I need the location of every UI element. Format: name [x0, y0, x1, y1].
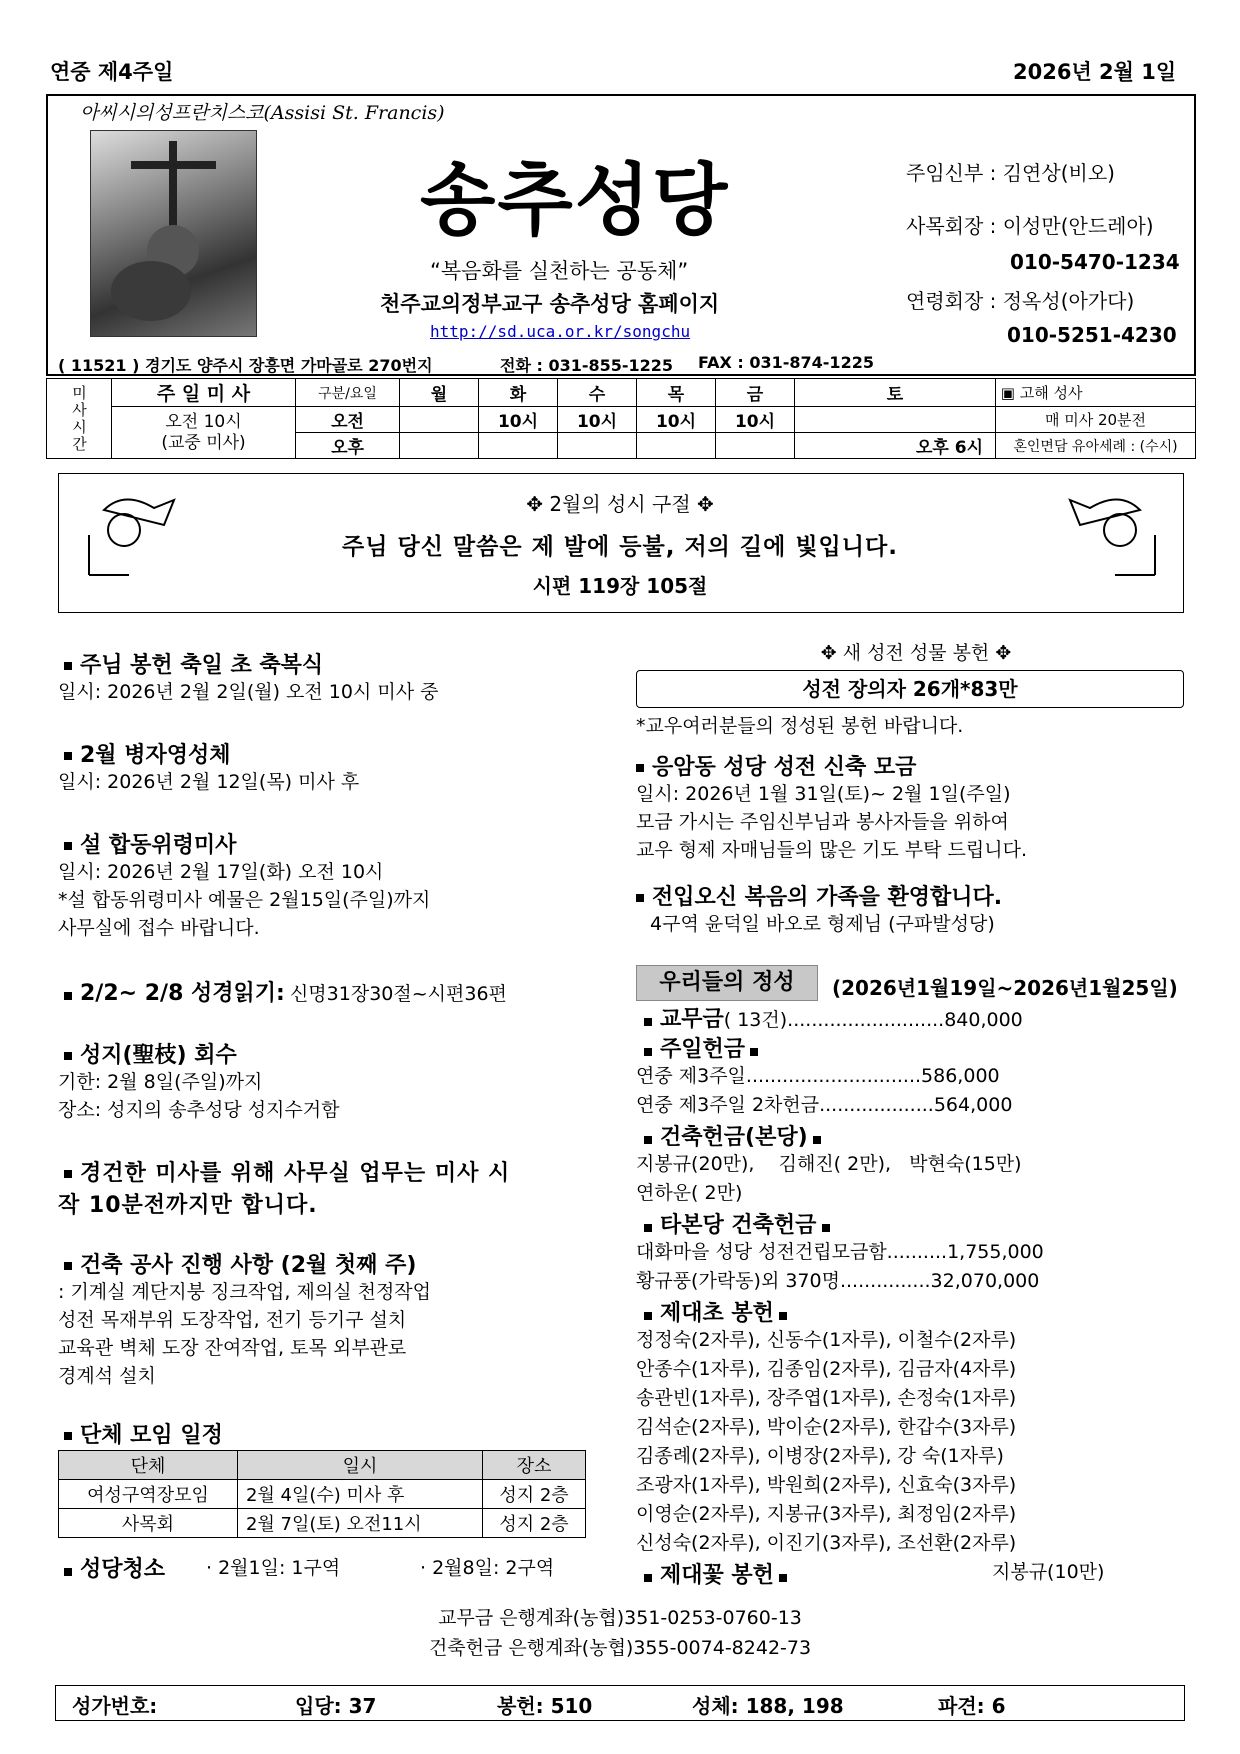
pastoral-president: 사목회장 : 이성만(안드레아): [906, 214, 1154, 238]
pew-offering-box: 성전 장의자 26개*83만: [636, 670, 1184, 708]
pew-offering-note: *교우여러분들의 정성된 봉헌 바랍니다.: [636, 715, 964, 737]
eungam-date: 일시: 2026년 1월 31일(토)~ 2월 1일(주일): [636, 783, 1011, 805]
saint-francis-image: [90, 130, 257, 337]
section-eungam-fundraising: [636, 750, 916, 781]
bullet-icon: [813, 1136, 821, 1144]
slogan: “복음화를 실천하는 공동체”: [430, 259, 689, 283]
phone: 전화 : 031-855-1225: [500, 356, 674, 375]
verse-heading-text: 2월의 성시 구절: [549, 492, 691, 516]
pm-fri: [716, 433, 795, 459]
bullet-icon: [64, 1170, 72, 1178]
hymn-label: 성가번호:: [72, 1694, 158, 1718]
mass-schedule-table: [46, 378, 1196, 459]
office-hours-line1: 경건한 미사를 위해 사무실 업무는 미사 시: [80, 1161, 511, 1186]
bullet-icon: [636, 894, 644, 902]
group-date: 2월 7일(토) 오전11시: [238, 1509, 483, 1538]
group-name: 사목회: [59, 1509, 238, 1538]
section-title: 단체 모임 일정: [80, 1423, 223, 1448]
section-title: 2/2~ 2/8 성경읽기:: [80, 981, 285, 1006]
bullet-icon: [64, 1262, 72, 1270]
bulletin-date: 2026년 2월 1일: [1013, 60, 1177, 84]
section-memorial-mass: [64, 828, 236, 859]
sunday-mass-head: 주 일 미 사: [112, 379, 296, 407]
confession-cell: ▣ 고해 성사: [996, 379, 1196, 407]
welcome-family: 4구역 윤덕일 바오로 형제님 (구파발성당): [650, 913, 995, 935]
senior-phone: 010-5251-4230: [1007, 323, 1177, 347]
kyomu-line: [644, 1002, 1023, 1035]
candle-list-item: 이영순(2자루), 지봉규(3자루), 최정임(2자루): [636, 1503, 1017, 1525]
day-wed: 수: [558, 379, 637, 407]
section-title: 건축 공사 진행 사항 (2월 첫째 주): [80, 1253, 417, 1278]
building-fund-1: 지봉규(20만), 김해진( 2만), 박현숙(15만): [636, 1153, 1022, 1175]
crucifix-icon: [91, 131, 256, 336]
day-tue: 화: [479, 379, 558, 407]
palm-return-deadline: 기한: 2월 8일(주일)까지: [58, 1071, 263, 1093]
bullet-icon: [779, 1574, 787, 1582]
section-bible-reading: [64, 976, 507, 1008]
pm-sat: 오후 6시: [795, 433, 996, 459]
bullet-icon: [644, 1224, 652, 1232]
eungam-line3: 교우 형제 자매님들의 많은 기도 부탁 드립니다.: [636, 839, 1028, 861]
section-sick-communion: [64, 738, 230, 769]
pm-wed: [558, 433, 637, 459]
mass-time-label: 미사시간: [47, 379, 112, 459]
kind-head: 구분/요일: [296, 379, 400, 407]
memorial-mass-note: *설 합동위령미사 예물은 2월15일(주일)까지: [58, 889, 431, 911]
pastoral-phone: 010-5470-1234: [1010, 250, 1180, 274]
section-title: 성지(聖枝) 회수: [80, 1043, 237, 1068]
day-thu: 목: [637, 379, 716, 407]
memorial-mass-date: 일시: 2026년 2월 17일(화) 오전 10시: [58, 861, 384, 883]
other-parish-fund-2: 황규풍(가락동)외 370명...............32,070,000: [636, 1270, 1040, 1292]
section-title: 제대꽃 봉헌: [660, 1563, 774, 1588]
homepage-label: 천주교의정부교구 송추성당 홈페이지: [380, 292, 720, 316]
construction-line3: 교육관 벽체 도장 잔여작업, 토목 외부관로: [58, 1337, 407, 1359]
address: ( 11521 ) 경기도 양주시 장흥면 가마골로 270번지: [58, 356, 433, 375]
group-meeting-table: [58, 1450, 586, 1538]
section-palm-return: [64, 1038, 237, 1069]
verse-reference: 시편 119장 105절: [532, 574, 708, 598]
confession-label: 고해 성사: [1019, 384, 1083, 402]
section-title: 타본당 건축헌금: [660, 1213, 817, 1238]
am-tue: 10시: [479, 407, 558, 433]
other-sacraments: 혼인면담 유아세례 : (수시): [996, 433, 1196, 459]
bullet-icon: [644, 1018, 652, 1026]
palm-return-place: 장소: 성지의 송추성당 성지수거함: [58, 1099, 340, 1121]
bullet-icon: [64, 992, 72, 1000]
group-place: 성지 2층: [483, 1509, 586, 1538]
construction-line1: : 기계실 계단지붕 징크작업, 제의실 천정작업: [58, 1281, 432, 1303]
candle-list-item: 조광자(1자루), 박원희(2자루), 신효숙(3자루): [636, 1474, 1017, 1496]
bible-reading-range: 신명31장30절~시편36편: [289, 983, 507, 1005]
pm-thu: [637, 433, 716, 459]
section-title: 주님 봉헌 축일 초 축복식: [80, 653, 324, 678]
other-parish-fund-heading: [644, 1208, 838, 1239]
sunday-offering-2: 연중 제3주일 2차헌금...................564,000: [636, 1094, 1013, 1116]
offering-box: 우리들의 정성: [636, 965, 818, 1001]
bullet-icon: [644, 1048, 652, 1056]
bullet-icon: [64, 1052, 72, 1060]
flower-offering-heading: [644, 1558, 795, 1589]
kyomu-bank-account: 교무금 은행계좌(농협)351-0253-0760-13: [438, 1607, 802, 1629]
candle-list-item: 김석순(2자루), 박이순(2자루), 한갑수(3자루): [636, 1416, 1017, 1438]
section-title: 응암동 성당 성전 신축 모금: [652, 755, 917, 780]
building-fund-heading: [644, 1120, 829, 1151]
construction-line2: 성전 목재부위 도장작업, 전기 등기구 설치: [58, 1309, 407, 1331]
hymn-communion: 성체: 188, 198: [692, 1694, 844, 1718]
candle-list-item: 정정숙(2자루), 신동수(1자루), 이철수(2자루): [636, 1329, 1017, 1351]
hymn-offertory: 봉헌: 510: [497, 1694, 593, 1718]
am-sat: [795, 407, 996, 433]
table-row: [59, 1509, 586, 1538]
day-mon: 월: [400, 379, 479, 407]
table-row: [59, 1480, 586, 1509]
verse-text: 주님 당신 말씀은 제 발에 등불, 저의 길에 빛입니다.: [342, 534, 898, 560]
section-title: 성당청소: [80, 1557, 166, 1582]
building-bank-account: 건축헌금 은행계좌(농협)355-0074-8242-73: [428, 1637, 812, 1659]
am-wed: 10시: [558, 407, 637, 433]
bullet-icon: [644, 1574, 652, 1582]
confession-time: 매 미사 20분전: [996, 407, 1196, 433]
office-hours-line2: 작 10분전까지만 합니다.: [58, 1193, 318, 1218]
sunday-time: 오전 10시: [165, 411, 242, 432]
candle-list-item: 김종례(2자루), 이병장(2자루), 강 숙(1자루): [636, 1445, 1004, 1467]
kyomu-amount: ( 13건)..........................840,000: [723, 1009, 1023, 1031]
sunday-offering-heading: [644, 1032, 766, 1063]
memorial-mass-note-2: 사무실에 접수 바랍니다.: [58, 917, 260, 939]
day-fri: 금: [716, 379, 795, 407]
hymn-entrance: 입당: 37: [295, 1694, 377, 1718]
verse-heading: ✥ 2월의 성시 구절 ✥: [526, 492, 714, 516]
section-title: 2월 병자영성체: [80, 743, 231, 768]
cleaning-week2: · 2월8일: 2구역: [420, 1557, 555, 1579]
group-date: 2월 4일(수) 미사 후: [238, 1480, 483, 1509]
other-parish-fund-1: 대화마을 성당 성전건립모금함..........1,755,000: [636, 1241, 1044, 1263]
section-title: 건축헌금(본당): [660, 1125, 808, 1150]
bullet-icon: [64, 1432, 72, 1440]
hymn-numbers-box: [55, 1685, 1185, 1721]
section-welcome: [636, 880, 1002, 911]
section-title: 제대초 봉헌: [660, 1301, 774, 1326]
senior-president: 연령회장 : 정옥성(아가다): [906, 289, 1135, 313]
candle-list-item: 안종수(1자루), 김종임(2자루), 김금자(4자루): [636, 1358, 1017, 1380]
section-candle-blessing: [64, 648, 323, 679]
new-church-offering-heading: ✥ 새 성전 성물 봉헌 ✥: [820, 642, 1012, 664]
section-construction: [64, 1248, 416, 1279]
bullet-icon: [779, 1312, 787, 1320]
candle-offering-heading: [644, 1296, 795, 1327]
church-title: 송추성당: [420, 156, 730, 246]
section-title: 주일헌금: [660, 1037, 746, 1062]
assisi-caption: 아씨시의성프란치스코(Assisi St. Francis): [80, 102, 445, 124]
offering-period: (2026년1월19일~2026년1월25일): [832, 976, 1178, 1000]
section-title: 설 합동위령미사: [80, 833, 237, 858]
sick-communion-date: 일시: 2026년 2월 12일(목) 미사 후: [58, 771, 360, 793]
bullet-icon: [64, 752, 72, 760]
construction-line4: 경계석 설치: [58, 1365, 156, 1387]
new-church-offering-text: 새 성전 성물 봉헌: [842, 642, 990, 664]
pm-tue: [479, 433, 558, 459]
col-group: 단체: [59, 1451, 238, 1480]
group-place: 성지 2층: [483, 1480, 586, 1509]
bullet-icon: [750, 1048, 758, 1056]
am-thu: 10시: [637, 407, 716, 433]
pm-label: 오후: [296, 433, 400, 459]
building-fund-2: 연하운( 2만): [636, 1182, 743, 1204]
flower-offering-name: 지봉규(10만): [992, 1561, 1105, 1583]
bullet-icon: [64, 662, 72, 670]
bullet-icon: [636, 764, 644, 772]
col-place: 장소: [483, 1451, 586, 1480]
bullet-icon: [644, 1312, 652, 1320]
bullet-icon: [822, 1224, 830, 1232]
pm-mon: [400, 433, 479, 459]
eungam-line2: 모금 가시는 주임신부님과 봉사자들을 위하여: [636, 811, 1009, 833]
bullet-icon: [644, 1136, 652, 1144]
am-label: 오전: [296, 407, 400, 433]
section-title: 전입오신 복음의 가족을 환영합니다.: [652, 885, 1003, 910]
section-cleaning: [64, 1552, 165, 1583]
liturgical-week: 연중 제4주일: [50, 60, 174, 84]
kyomu-title: 교무금: [660, 1007, 724, 1032]
bullet-icon: [64, 842, 72, 850]
candle-list-item: 송관빈(1자루), 장주엽(1자루), 손정숙(1자루): [636, 1387, 1017, 1409]
homepage-link[interactable]: http://sd.uca.or.kr/songchu: [430, 322, 691, 341]
sunday-note: (교중 미사): [161, 432, 246, 453]
sunday-offering-1: 연중 제3주일.............................586,000: [636, 1065, 1000, 1087]
pastor: 주임신부 : 김연상(비오): [906, 161, 1115, 185]
candle-blessing-date: 일시: 2026년 2월 2일(월) 오전 10시 미사 중: [58, 681, 439, 703]
col-date: 일시: [238, 1451, 483, 1480]
am-fri: 10시: [716, 407, 795, 433]
hymn-recessional: 파견: 6: [938, 1694, 1006, 1718]
section-office-hours: [64, 1156, 510, 1187]
group-name: 여성구역장모임: [59, 1480, 238, 1509]
section-group-meetings: [64, 1418, 223, 1449]
sunday-mass-time: [112, 407, 296, 459]
bullet-icon: [64, 1568, 72, 1576]
am-mon: [400, 407, 479, 433]
day-sat: 토: [795, 379, 996, 407]
fax: FAX : 031-874-1225: [698, 353, 874, 372]
candle-list-item: 신성숙(2자루), 이진기(3자루), 조선환(2자루): [636, 1532, 1017, 1554]
cleaning-week1: · 2월1일: 1구역: [206, 1557, 341, 1579]
